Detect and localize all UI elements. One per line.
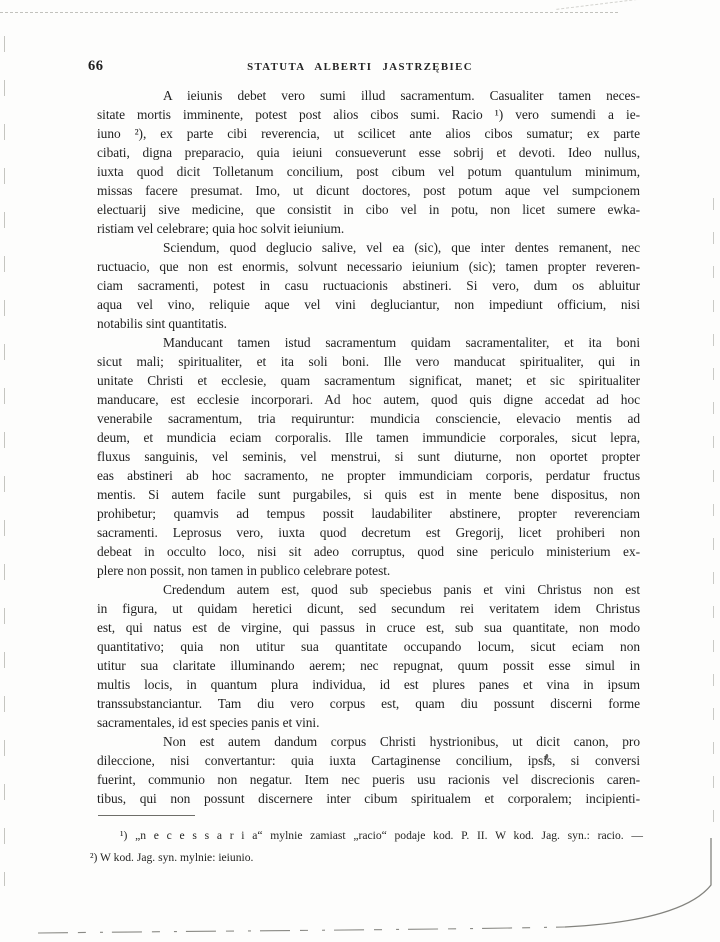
text-line: tibus, qui non possunt discernere inter cibum spiritualem et corporalem; incipienti- bbox=[97, 791, 640, 806]
text-line: multis locis, in quantum plura individua, id est plures panes et vina in ipsum bbox=[97, 677, 640, 692]
page-number: 66 bbox=[88, 58, 104, 74]
text-line: prohibetur; quamvis ad tempus possit laudabiliter abstinere, propter reverenciam bbox=[97, 506, 640, 521]
footnotes bbox=[90, 825, 643, 869]
paragraph bbox=[97, 580, 640, 732]
text-line: Manducant tamen istud sacramentum quidam sacramentaliter, et ita boni bbox=[163, 335, 640, 350]
paragraph bbox=[97, 238, 640, 333]
text-line: ciam sacramenti, potest in casu ructuacionis abstineri. Si vero, dum os abluitur bbox=[97, 278, 640, 293]
text-line: unitate Christi et ecclesie, quam sacramentum significat, manet; et sic spiritualiter bbox=[97, 373, 640, 388]
scan-edge-right bbox=[713, 198, 714, 834]
text-line: missas facere presumat. Imo, ut dicunt doctores, post potum aque vel sumpcionem bbox=[97, 183, 640, 198]
paragraph bbox=[97, 732, 640, 808]
text-line: transsubstanciantur. Tam diu vero corpus est, quam diu possunt discerni forme bbox=[97, 696, 640, 711]
text-line: ristiam vel celebrare; quia hoc solvit ieiunium. bbox=[97, 221, 345, 236]
text-line: quantitativo; quia non utitur sua quantitate occupando locum, sicut eciam non bbox=[97, 639, 640, 654]
text-line: dileccione, nisi convertantur: quia iuxta Cartaginense concilium, ipsis, si conversi bbox=[97, 753, 640, 768]
text-line: sitate mortis imminente, potest post alios cibos sumi. Racio ¹) vero sumendi a ie- bbox=[97, 107, 640, 122]
text-line: ructuacio, que non est enormis, solvunt necessario ieiunium (sic); tamen propter reveren- bbox=[97, 259, 640, 274]
scan-edge-top bbox=[0, 12, 618, 13]
text-line: utitur sua claritate illuminando aerem; nec repugnat, quum possit esse simul in bbox=[97, 658, 640, 673]
text-line: plere non possit, non tamen in publico celebrare potest. bbox=[97, 563, 391, 578]
paragraph bbox=[97, 333, 640, 580]
footnote-line-1: ¹) „n e c e s s a r i a“ mylnie zamiast „racio“ podaje kod. P. II. W kod. Jag. syn.: racio. — bbox=[120, 829, 643, 842]
text-line: iuno ²), ex parte cibi reverencia, ut scilicet ante alios cibos sumatur; ex parte bbox=[97, 126, 640, 141]
text-line: sacramentales, id est species panis et vini. bbox=[97, 715, 320, 730]
text-line: iuxta quod dicit Tolletanum concilium, post cibum vel potum quantulum minimum, bbox=[97, 164, 640, 179]
text-line: sicut mali; spiritualiter, et ita soli boni. Ille vero manducat spiritualiter, qui in bbox=[97, 354, 640, 369]
scan-edge-left bbox=[4, 36, 5, 886]
text-line: deum, et mundicia eciam corporalis. Ille tamen immundicie corporales, sicut lepra, bbox=[97, 430, 640, 445]
text-line: in figura, ut quidam heretici dicunt, sed secundum rei veritatem idem Christus bbox=[97, 601, 640, 616]
text-line: aqua vel vino, reliquie aque vel vini degluciantur, non impediunt officium, nisi bbox=[97, 297, 640, 312]
text-line: eas abstineri ab hoc sacramento, ne propter immundiciam corporis, perdatur fructus bbox=[97, 468, 640, 483]
scan-edge-top-right bbox=[556, 0, 651, 10]
text-line: Sciendum, quod deglucio salive, vel ea (sic), que inter dentes remanent, nec bbox=[163, 240, 640, 255]
text-line: A ieiunis debet vero sumi illud sacramentum. Casualiter tamen neces- bbox=[163, 88, 640, 103]
text-line: debeat in occulto loco, nisi sit adeo corruptus, quod sine periculo ministerium ex- bbox=[97, 544, 640, 559]
footnote-separator bbox=[98, 815, 195, 816]
text-line: cibati, digna preparacio, quia ieiuni consueverunt esse sobrij et devoti. Ideo nullus, bbox=[97, 145, 640, 160]
text-line: mentis. Si autem facile sunt purgabiles, si quis est in mente bene dispositus, non bbox=[97, 487, 640, 502]
running-title: STATUTA ALBERTI JASTRZĘBIEC bbox=[247, 61, 473, 73]
text-line: est, qui natus est de virgine, qui passus in cruce est, sub sua quantitate, non modo bbox=[97, 620, 640, 635]
text-line: Credendum autem est, quod sub speciebus panis et vini Christus non est bbox=[163, 582, 640, 597]
text-line: manducare, est ecclesie incorporari. Ad hoc autem, quod quis digne accedat ad hoc bbox=[97, 392, 640, 407]
footnote-line-2: ²) W kod. Jag. syn. mylnie: ieiunio. bbox=[90, 851, 254, 864]
text-line: fuerint, communio non negatur. Item nec pueris usu racionis vel discrecionis caren- bbox=[97, 772, 640, 787]
text-line: venerabile sacramentum, tria requiruntur: mundicia consciencie, elevacio mentis ad bbox=[97, 411, 640, 426]
text-line: notabilis sint quantitatis. bbox=[97, 316, 227, 331]
paragraph bbox=[97, 86, 640, 238]
text-line: sacramenti. Leprosus vero, iuxta quod decretum est Gregorij, licet prohiberi non bbox=[97, 525, 640, 540]
text-line: electuarij sive medicine, que consistit in cibo vel in potu, non licet sumere ewka- bbox=[97, 202, 640, 217]
text-line: fluxus sanguinis, vel seminis, vel menstrui, si sunt diuturne, non oportet propter bbox=[97, 449, 640, 464]
text-line: Non est autem dandum corpus Christi hystrionibus, ut dicit canon, pro bbox=[163, 734, 640, 749]
body-text bbox=[97, 86, 640, 808]
